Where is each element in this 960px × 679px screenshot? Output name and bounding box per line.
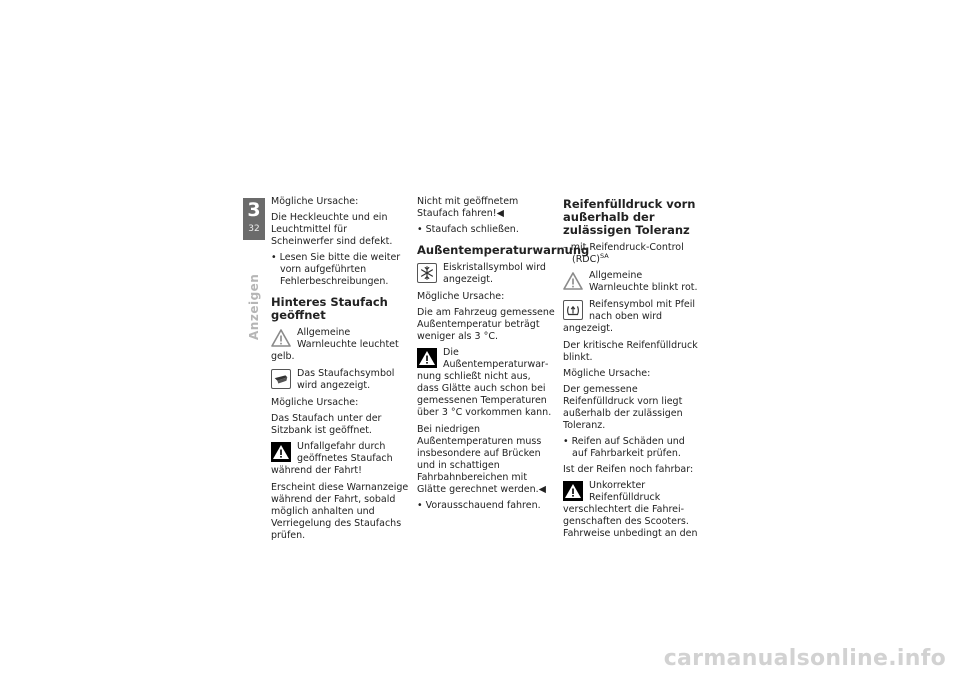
warning-triangle-icon <box>563 481 583 501</box>
chapter-number: 3 <box>247 199 261 221</box>
icon-row <box>417 262 555 286</box>
warning-light-icon <box>271 328 291 348</box>
warning-triangle-icon <box>271 442 291 462</box>
paragraph: Bei niedrigen Außentemperaturen muss insbesondere auf Brücken und in schattigen Fahrbahnbereichen mit Glätte gerechnet werden.◀ <box>417 424 546 495</box>
paragraph: Nicht mit geöffnetem Staufach fahren!◀ <box>417 196 519 219</box>
icon-description: Eiskristallsymbol wird angezeigt. <box>443 262 546 285</box>
paragraph: Ist der Reifen noch fahrbar: <box>563 464 694 475</box>
paragraph: Der gemessene Reifenfülldruck vorn liegt außerhalb der zulässigen Toleranz. <box>563 384 683 431</box>
special-equipment-mark: SA <box>599 251 609 260</box>
chapter-tab <box>243 198 265 240</box>
icon-row <box>271 327 409 363</box>
icon-row <box>563 299 701 335</box>
tire-pressure-icon <box>563 300 583 320</box>
list-item: • Reifen auf Schäden und auf Fahrbarkeit prüfen. <box>563 436 701 460</box>
warning-text: Unkorrekter Reifenfülldruck verschlechtert die Fahreigenschaften des Scooters. Fahrweise unbedingt an den <box>563 480 698 539</box>
column-1 <box>271 196 409 546</box>
paragraph: Mögliche Ursache: <box>271 397 359 408</box>
icon-row <box>271 368 409 392</box>
warning-text: Die Außentemperaturwarnung schließt nicht aus, dass Glätte auch schon bei gemessenen Temperaturen über 3 °C vorkommen kann. <box>417 347 552 418</box>
watermark: carmanualsonline.info <box>663 646 946 671</box>
warning-text: Unfallgefahr durch geöffnetes Staufach während der Fahrt! <box>271 441 393 476</box>
section-label: Anzeigen <box>247 273 261 340</box>
storage-compartment-icon <box>271 369 291 389</box>
bullet-list <box>271 252 409 288</box>
list-item <box>563 242 701 266</box>
paragraph: Der kritische Reifenfülldruck blinkt. <box>563 340 698 363</box>
paragraph: Die Heckleuchte und ein Leuchtmittel für Scheinwerfer sind defekt. <box>271 212 393 247</box>
warning-block <box>417 347 555 419</box>
warning-light-icon <box>563 271 583 291</box>
paragraph: Mögliche Ursache: <box>563 368 651 379</box>
bullet-list <box>417 500 555 512</box>
page-number: 32 <box>248 224 260 234</box>
warning-triangle-icon <box>417 348 437 368</box>
paragraph: Mögliche Ursache: <box>417 291 505 302</box>
list-item: • Vorausschauend fahren. <box>417 500 555 512</box>
column-2 <box>417 196 590 516</box>
icon-description: Allgemeine Warnleuchte leuchtet gelb. <box>271 327 399 362</box>
paragraph: Die am Fahrzeug gemessene Außentemperatur beträgt weniger als 3 °C. <box>417 307 555 342</box>
list-item: • Staufach schließen. <box>417 224 555 236</box>
icon-row <box>563 270 701 294</box>
snowflake-icon <box>417 263 437 283</box>
dash-list <box>563 242 701 266</box>
section-heading: Hinteres Staufach geöffnet <box>271 295 388 322</box>
list-item-text: mit Reifendruck-Control (RDC) <box>570 242 684 265</box>
icon-description: Das Staufachsymbol wird angezeigt. <box>297 368 395 391</box>
list-item: • Lesen Sie bitte die weiter vorn aufgeführten Fehlerbeschreibungen. <box>271 252 409 288</box>
section-heading: Reifenfülldruck vorn außerhalb der zulässigen Toleranz <box>563 197 696 237</box>
icon-description: Allgemeine Warnleuchte blinkt rot. <box>589 270 698 293</box>
warning-block <box>271 441 409 477</box>
icon-description: Reifensymbol mit Pfeil nach oben wird angezeigt. <box>563 299 696 334</box>
section-heading: Außentemperaturwarnung <box>417 243 590 257</box>
paragraph: Das Staufach unter der Sitzbank ist geöffnet. <box>271 413 382 436</box>
bullet-list <box>417 224 555 236</box>
warning-block <box>563 480 701 540</box>
bullet-list <box>563 436 701 460</box>
paragraph: Mögliche Ursache: <box>271 196 359 207</box>
paragraph: Erscheint diese Warnanzeige während der Fahrt, sobald möglich anhalten und Verriegelung des Staufachs prüfen. <box>271 482 409 541</box>
column-3 <box>563 196 701 545</box>
